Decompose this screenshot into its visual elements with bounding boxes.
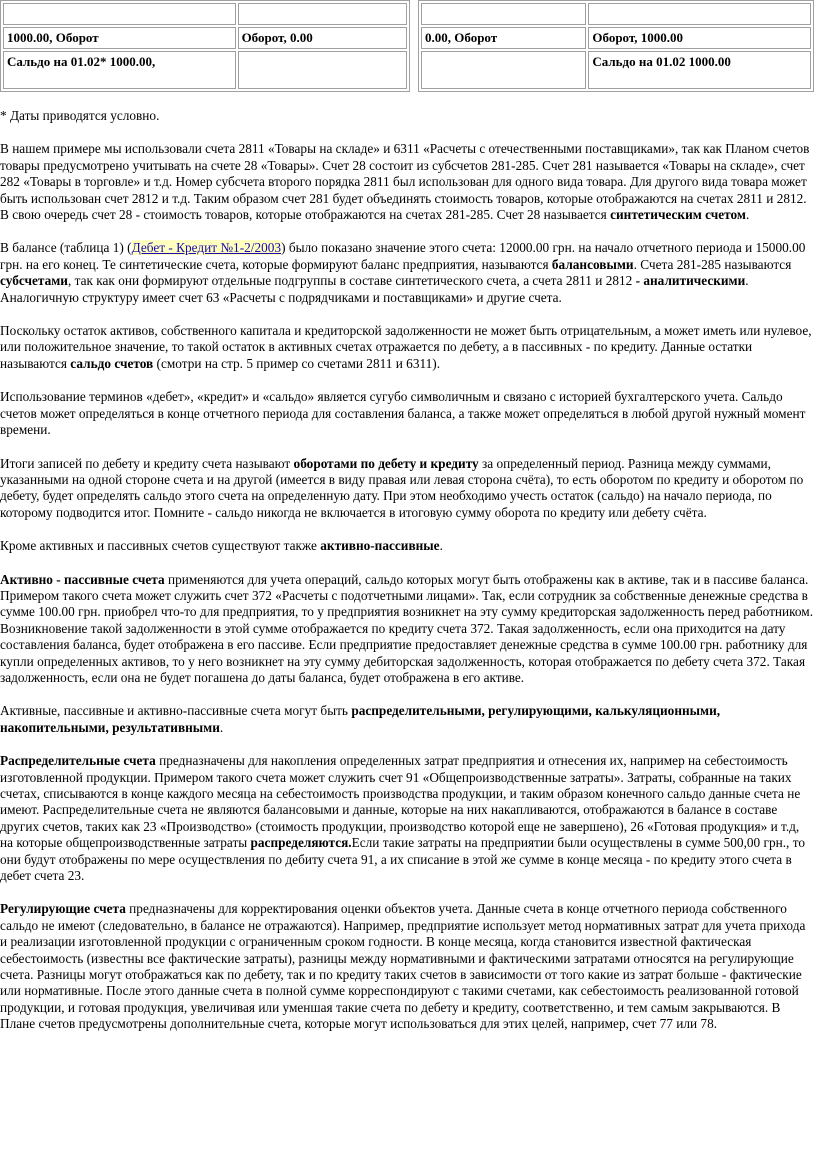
paragraph-terms: Использование терминов «дебет», «кредит» и «сальдо» является сугубо символичным и связано с историей бухгалтерского учета. Сальдо счетов может определяться в конце отчетного периода для составления баланса, а также может определяться в любой другой нужный момент времени. <box>0 389 806 438</box>
bold-term: Распределительные счета <box>0 753 156 769</box>
table-cell: Сальдо на 01.02 1000.00 <box>588 51 811 89</box>
text-run: Итоги записей по дебету и кредиту счета называют <box>0 455 294 471</box>
paragraph-active-passive-intro <box>0 538 814 554</box>
text-run: предназначены для накопления определенных затрат предприятия и отнесения их, например на себестоимость изготовленной продукции. Примером такого счета может служить счет 91 «Общепроизводственные затраты». Затраты, собранные на таких счетах, списываются в конце каждого месяца на себестоимость производства продукции, и таким образом конечного сальдо данные счета не имеют. Распределительные счета не являются балансовыми и данные, которые на них накапливаются, отображаются в балансе в составе других счетов, таких как 23 «Производство» (стоимость продукции, производство которой еще не завершено), 26 «Готовая продукция» и т.д, на которые общепроизводственные затраты <box>0 753 801 851</box>
paragraph-regulating <box>0 901 814 1032</box>
text-run: Если такие затраты на предприятии были осуществлены в сумме 500,00 грн., то они будут отображены по мере осуществления по дебиту счета 91, а их списание в этой же сумме в конце месяца - по кредиту этого счета в дебет счета 23. <box>0 835 805 884</box>
paragraph-account-types <box>0 703 814 736</box>
table-cell: 0.00, Оборот <box>421 27 586 49</box>
paragraph-active-passive <box>0 572 814 687</box>
text-run: . Счета 281-285 называются <box>633 256 792 272</box>
text-run: применяются для учета операций, сальдо которых могут быть отображены как в активе, так и в пассиве баланса. Примером такого счета может служить счет 372 «Расчеты с подотчетными лицами». Так, если сотрудник за собственные денежные средства в сумме 100.00 грн. приобрел что-то для предприятия, то у предприятия возникнет на эту сумму кредиторская задолженность перед работником. Возникновение такой задолженности в этой сумме отображается по кредиту счета 372. Такая задолженность, если она приходится на дату составления баланса, будет отображена в его пассиве. Если предприятие предоставляет денежные средства в сумме 100.00 грн. работнику для купли определенных активов, то у него возникнет на эту сумму дебиторская задолженность, которая отображается по дебету счета 372. Такая задолженность, если она не будет погашена до даты баланса, будет отображена в его активе. <box>0 571 814 685</box>
text-run: . <box>745 207 750 223</box>
text-run: предназначены для корректирования оценки объектов учета. Данные счета в конце отчетного периода собственного сальдо не имеют (следовательно, в балансе не отражаются). Например, предприятие использует метод нормативных затрат для учета прихода и реализации изготовленной продукции с ограниченным сроком годности. В конце месяца, когда становится известной фактическая себестоимость (известны все фактические затраты), разницы между нормативными и фактическими затратами относятся на регулирующие счета. Разницы могут отображаться как по дебету, так и по кредиту таких счетов в зависимости от того какие из затрат больше - фактические или нормативные. После этого данные счета в полной сумме корреспондируют с такими счетами, как себестоимость реализованной готовой продукции, и готовая продукция, увеличивая или уменшая такие счета по дебету и кредиту, соответственно, и тем самым закрываются. В Плане счетов предусмотрены дополнительные счета, которые могут использоваться для этих целей, например, счет 77 или 78. <box>0 901 806 1032</box>
bold-term: Активно - пассивные счета <box>0 571 165 587</box>
table-cell <box>421 51 586 89</box>
bold-term: Регулирующие счета <box>0 901 126 917</box>
footnote: * Даты приводятся условно. <box>0 108 160 123</box>
body-text <box>0 108 814 1050</box>
table-cell <box>3 3 236 25</box>
bold-term: распределительными, регулирующими, калькуляционными, накопительными, результативными <box>0 703 721 735</box>
table-row <box>3 27 407 49</box>
text-run: Поскольку остаток активов, собственного капитала и кредиторской задолженности не может быть отрицательным, а может иметь или нулевое, или положительное значение, то такой остаток в активных счетах отражается по дебету, а в пассивных - по кредиту. Данные остатки называются <box>0 323 812 371</box>
ledger-table-left <box>0 0 410 92</box>
bold-term: синтетическим счетом <box>610 207 746 223</box>
text-run: В балансе (таблица 1) ( <box>0 240 132 256</box>
table-cell <box>238 51 407 89</box>
table-cell <box>421 3 586 25</box>
paragraph-balance <box>0 240 814 306</box>
text-run: , так как они формируют отдельные подгруппы в составе синтетического счета, а счета 2811 и 2812 <box>67 273 636 289</box>
table-row <box>421 3 811 25</box>
table-row <box>421 51 811 89</box>
text-run: Кроме активных и пассивных счетов существуют также <box>0 538 321 554</box>
table-cell: 1000.00, Оборот <box>3 27 236 49</box>
text-run: (смотри на стр. 5 пример со счетами 2811 и 6311). <box>153 355 441 371</box>
text-run: Активные, пассивные и активно-пассивные счета могут быть <box>0 703 352 719</box>
text-run: . <box>219 719 224 735</box>
text-run: . <box>439 538 443 554</box>
paragraph-turnover <box>0 456 814 522</box>
bold-term: - аналитическими <box>635 273 746 289</box>
paragraph-saldo <box>0 323 814 372</box>
bold-term: оборотами по дебету и кредиту <box>293 455 479 471</box>
text-run: за определенный период. Разница между суммами, указанными на одной стороне счета и на другой (имеется в виду правая или левая сторона счёта), то есть оборотом по кредиту и оборотом по дебету, будет определять сальдо этого счета на определенную дату. При этом необходимо учесть остаток (сальдо) на начало периода, по которому подводится итог. Помните - сальдо никогда не включается в итоговую сумму оборота по кредиту или дебету счёта. <box>0 455 804 520</box>
table-row <box>421 27 811 49</box>
bold-term: сальдо счетов <box>70 355 154 371</box>
text-run: ) было показано значение этого счета: 12000.00 грн. на начало отчетного периода и 15000.00 грн. на его конец. Те синтетические счета, которые формируют баланс предприятия, называются <box>0 240 806 272</box>
bold-term: активно-пассивные <box>320 538 440 554</box>
bold-term: распределяются. <box>250 835 352 851</box>
table-cell: Оборот, 1000.00 <box>588 27 811 49</box>
ledger-tables <box>0 0 816 86</box>
paragraph-accounts-example <box>0 141 814 223</box>
bold-term: балансовыми <box>551 256 634 272</box>
paragraph-distributive <box>0 753 814 884</box>
text-run: В нашем примере мы использовали счета 2811 «Товары на складе» и 6311 «Расчеты с отечественными поставщиками», так как Планом счетов товары предусмотрено учитывать на счете 28 «Товары». Счет 28 состоит из субсчетов 281-285. Счет 281 называется «Товары на складе», счет 282 «Товары в торговле» и т.д. Номер субсчета второго порядка 2811 был использован для одного вида товара. Для другого вида товара может быть использован счет 2812 и т.д. Таким образом счет 281 будет объединять стоимость товаров, которые отображаются на счетах 2811 и 2812. В свою очередь счет 28 - стоимость товаров, которые отображаются на счетах 281-285. Счет 28 называется <box>0 141 810 223</box>
table-cell <box>238 3 407 25</box>
table-cell: Оборот, 0.00 <box>238 27 407 49</box>
table-cell: Сальдо на 01.02* 1000.00, <box>3 51 236 89</box>
text-run: . Аналогичную структуру имеет счет 63 «Расчеты с подрядчиками и поставщиками» и другие счета. <box>0 273 749 305</box>
bold-term: субсчетами <box>0 273 68 289</box>
ledger-table-right <box>418 0 814 92</box>
reference-link[interactable]: Дебет - Кредит №1-2/2003 <box>131 240 282 256</box>
table-row <box>3 3 407 25</box>
table-row <box>3 51 407 89</box>
table-cell <box>588 3 811 25</box>
